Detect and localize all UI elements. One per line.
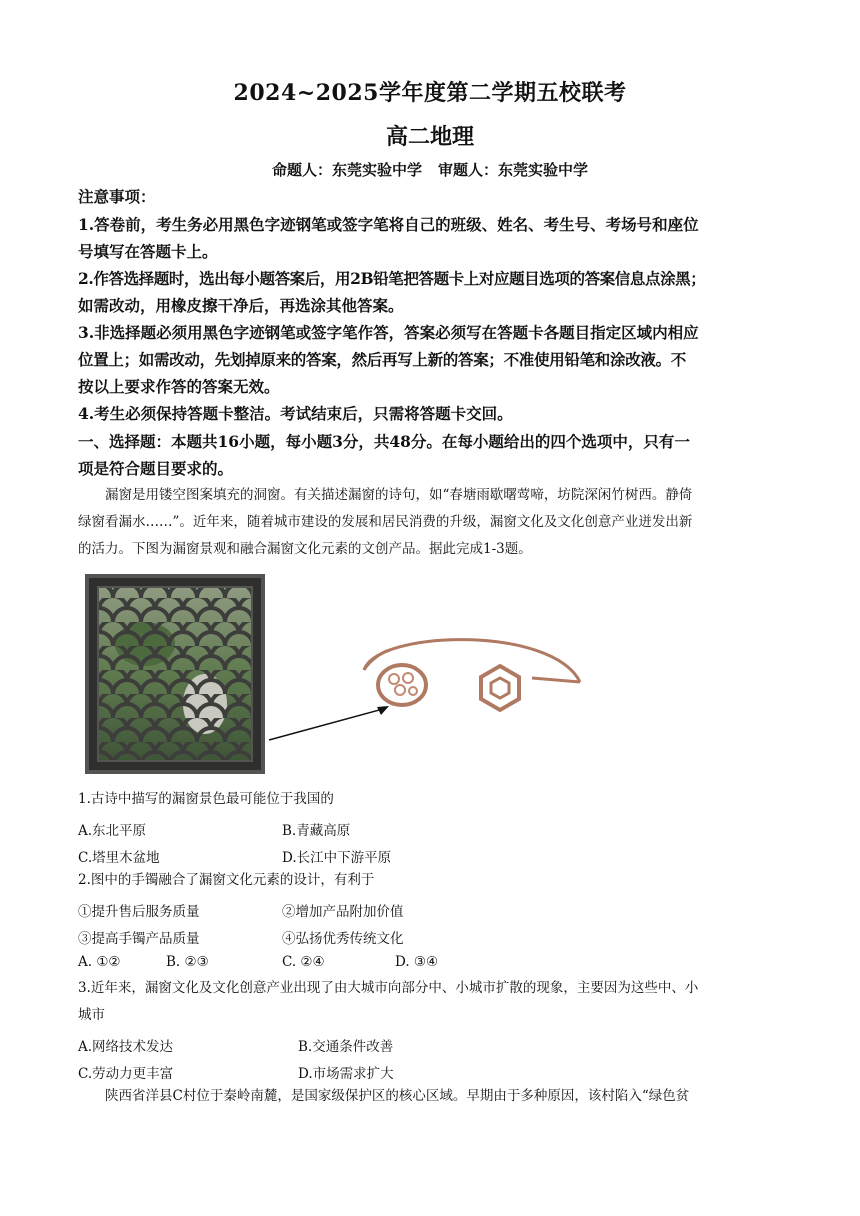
q2-statement-4: ④弘扬优秀传统文化: [282, 931, 404, 947]
bracelet-product-photo: [262, 620, 592, 770]
passage-2: [78, 1083, 790, 1110]
setter-line: [0, 159, 860, 180]
q3-option-b: B.交通条件改善: [298, 1039, 394, 1055]
q2-option-d: D. ③④: [395, 954, 439, 970]
notice-line: 如需改动，用橡皮擦干净后，再选涂其他答案。: [78, 296, 404, 315]
section-line: 一、选择题：本题共16小题，每小题3分，共48分。在每小题给出的四个选项中，只有一: [78, 432, 690, 451]
notice-item-3: [78, 319, 790, 400]
question-1-stem: 1.古诗中描写的漏窗景色最可能位于我国的: [78, 791, 334, 807]
section-line: 项是符合题目要求的。: [78, 459, 234, 478]
question-2-stem: 2.图中的手镯融合了漏窗文化元素的设计，有利于: [78, 872, 375, 888]
lattice-charm: [378, 665, 426, 705]
setter: 命题人：东莞实验中学: [271, 161, 422, 179]
subject-title: 高二地理: [385, 124, 474, 150]
q2-statement-2: ②增加产品附加价值: [282, 904, 404, 920]
q2-option-a: A. ①②: [78, 954, 121, 970]
exam-title: 2024~2025学年度第二学期五校联考: [233, 80, 627, 106]
question-3-stem: [78, 975, 790, 1029]
notice-item-2: [78, 265, 790, 319]
notice-item-1: [78, 211, 790, 265]
notice-line: 1.答卷前，考生务必用黑色字迹钢笔或签字笔将自己的班级、姓名、考生号、考场号和座位: [78, 215, 699, 234]
q1-option-a: A.东北平原: [78, 823, 147, 839]
passage-line: 漏窗是用镂空图案填充的洞窗。有关描述漏窗的诗句，如“春塘雨歇曙莺啼，坊院深闲竹树西。静倚: [105, 487, 693, 503]
passage-line: 的活力。下图为漏窗景观和融合漏窗文化元素的文创产品。据此完成1-3题。: [78, 541, 532, 557]
lattice-window-photo: [85, 574, 265, 774]
q3-stem-line: 3.近年来，漏窗文化及文化创意产业出现了由大城市向部分中、小城市扩散的现象，主要因为这些中、小: [78, 980, 699, 996]
q3-option-a: A.网络技术发达: [78, 1039, 174, 1055]
notice-line: 3.非选择题必须用黑色字迹钢笔或签字笔作答，答案必须写在答题卡各题目指定区域内相应: [78, 323, 699, 342]
q3-stem-line: 城市: [78, 1007, 105, 1023]
q1-option-b: B.青藏高原: [282, 823, 351, 839]
notice-line: 位置上；如需改动，先划掉原来的答案，然后再写上新的答案；不准使用铅笔和涂改液。不: [78, 350, 687, 369]
passage-line: 陕西省洋县C村位于秦岭南麓，是国家级保护区的核心区域。早期由于多种原因，该村陷入“绿色贫: [105, 1088, 690, 1104]
q2-option-c: C. ②④: [282, 954, 325, 970]
q3-option-d: D.市场需求扩大: [298, 1066, 394, 1082]
passage-1: [78, 482, 790, 563]
q3-option-c: C.劳动力更丰富: [78, 1066, 174, 1082]
q2-option-b: B. ②③: [166, 954, 209, 970]
q1-option-c: C.塔里木盆地: [78, 850, 160, 866]
notice-item-4: 4.考生必须保持答题卡整洁。考试结束后，只需将答题卡交回。: [78, 404, 513, 423]
q1-option-d: D.长江中下游平原: [282, 850, 392, 866]
notice-line: 号填写在答题卡上。: [78, 242, 218, 261]
notice-heading: 注意事项：: [78, 187, 156, 206]
q2-statement-1: ①提升售后服务质量: [78, 904, 200, 920]
notice-line: 2.作答选择题时，选出每小题答案后，用2B铅笔把答题卡上对应题目选项的答案信息点涂黑；: [78, 269, 706, 288]
notice-line: 按以上要求作答的答案无效。: [78, 377, 280, 396]
section-1-heading: [78, 428, 790, 482]
hexagon-charm: [481, 666, 519, 710]
q2-statement-3: ③提高手镯产品质量: [78, 931, 200, 947]
passage-line: 绿窗看漏水……”。近年来，随着城市建设的发展和居民消费的升级，漏窗文化及文化创意产业迸发出新: [78, 514, 693, 530]
reviewer: 审题人：东莞实验中学: [438, 161, 589, 179]
